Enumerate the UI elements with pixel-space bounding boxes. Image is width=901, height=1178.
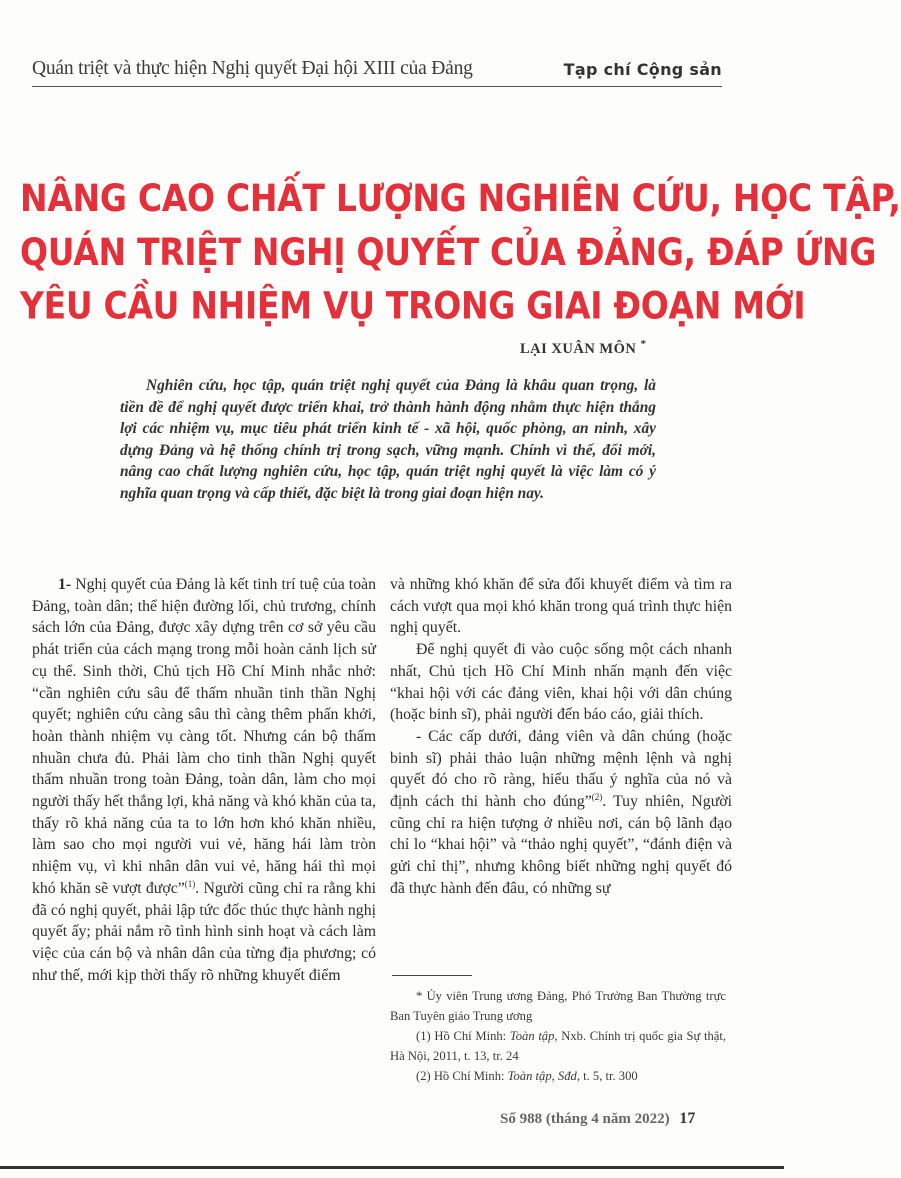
section-number: 1- [58, 576, 72, 593]
footnote-1: (1) Hồ Chí Minh: Toàn tập, Nxb. Chính trị quốc gia Sự thật, Hà Nội, 2011, t. 13, tr. 24 [390, 1029, 727, 1063]
bottom-edge-rule [0, 1166, 784, 1169]
body-column-right [390, 574, 732, 900]
footnotes [390, 986, 726, 1086]
article-title [20, 172, 901, 333]
running-header [32, 56, 722, 87]
footnote-ref-2: (2) [591, 792, 603, 803]
article-abstract: Nghiên cứu, học tập, quán triệt nghị quyết của Đảng là khâu quan trọng, là tiền đề để nghị quyết được triển khai, trở thành hành động nhằm thực hiện thắng lợi các nhiệm vụ, mục tiêu phát triển kinh tế - xã hội, quốc phòng, an ninh, xây dựng Đảng và hệ thống chính trị trong sạch, vững mạnh. Chính vì thế, đổi mới, nâng cao chất lượng nghiên cứu, học tập, quán triệt nghị quyết là việc làm có ý nghĩa quan trọng và cấp thiết, đặc biệt là trong giai đoạn hiện nay. [120, 377, 656, 502]
author-name: LẠI XUÂN MÔN [520, 340, 637, 357]
body-paragraph: 1- Nghị quyết của Đảng là kết tinh trí tuệ của toàn Đảng, toàn dân; thể hiện đường lối, chủ trương, chính sách lớn của Đảng, được xây dựng trên cơ sở yêu cầu phát triển của cách mạng trong mỗi hoàn cảnh lịch sử cụ thể. Sinh thời, Chủ tịch Hồ Chí Minh nhắc nhở: “cần nghiên cứu sâu để thấm nhuần tinh thần Nghị quyết; nghiên cứu càng sâu thì càng thêm phấn khởi, hoàn thành nhiệm vụ càng tốt. Nhưng cán bộ thấm nhuần chưa đủ. Phải làm cho tinh thần Nghị quyết thấm nhuần trong toàn Đảng, toàn dân, làm cho mọi người thấy hết thắng lợi, khả năng và khó khăn của ta, thấy rõ khả năng của ta to lớn hơn khó khăn nhiều, làm sao cho mọi người vui vẻ, hăng hái làm tròn nhiệm vụ, vì khi nhân dân vui vẻ, hăng hái thì mọi khó khăn sẽ vượt được”$^{(1)}$. Người cũng chỉ ra rằng khi đã có nghị quyết, phải lập tức đốc thúc thực hành nghị quyết ấy; phải nắm rõ tình hình sinh hoạt và cách làm việc của cán bộ và nhân dân của từng địa phương; có như thế, mới kịp thời thấy rõ những khuyết điểm [32, 576, 376, 984]
body-paragraph: Để nghị quyết đi vào cuộc sống một cách nhanh nhất, Chủ tịch Hồ Chí Minh nhấn mạnh đến việc “khai hội với các đảng viên, khai hội với dân chúng (hoặc binh sĩ), phải người đến báo cáo, giải thích. [390, 641, 732, 724]
body-column-left [32, 574, 376, 986]
footnote-divider [392, 975, 472, 976]
section-title: Quán triệt và thực hiện Nghị quyết Đại hội XIII của Đảng [32, 58, 473, 79]
footnote-author: * Ủy viên Trung ương Đảng, Phó Trưởng Ban Thường trực Ban Tuyên giáo Trung ương [390, 989, 726, 1023]
footnote-2: (2) Hồ Chí Minh: Toàn tập, Sđd, t. 5, tr. 300 [416, 1069, 638, 1083]
title-line: QUÁN TRIỆT NGHỊ QUYẾT CỦA ĐẢNG, ĐÁP ỨNG [20, 230, 877, 274]
page-number: 17 [679, 1110, 696, 1127]
body-paragraph: và những khó khăn để sửa đổi khuyết điểm và tìm ra cách vượt qua mọi khó khăn trong quá trình thực hiện nghị quyết. [390, 576, 732, 637]
footnote-ref-1: (1) [184, 878, 196, 889]
title-line: YÊU CẦU NHIỆM VỤ TRONG GIAI ĐOẠN MỚI [20, 284, 806, 328]
author-byline [520, 338, 646, 358]
issue-info: Số 988 (tháng 4 năm 2022) [500, 1111, 670, 1127]
title-line: NÂNG CAO CHẤT LƯỢNG NGHIÊN CỨU, HỌC TẬP, [20, 176, 901, 221]
journal-name: Tạp chí Cộng sản [563, 60, 722, 79]
page-footer [500, 1110, 695, 1128]
body-paragraph: - Các cấp dưới, đảng viên và dân chúng (hoặc binh sĩ) phải thảo luận những mệnh lệnh và nghị quyết đó cho rõ ràng, hiểu thấu ý nghĩa của nó và định cách thi hành cho đúng”$^{(2)}$. Tuy nhiên, Người cũng chỉ ra hiện tượng ở nhiều nơi, cán bộ lãnh đạo chỉ lo “khai hội” và “thảo nghị quyết”, “đánh điện và gửi chỉ thị”, nhưng không biết những nghị quyết đó đã thực hành đến đâu, có những sự [390, 727, 732, 897]
author-footnote-mark: * [640, 338, 647, 350]
